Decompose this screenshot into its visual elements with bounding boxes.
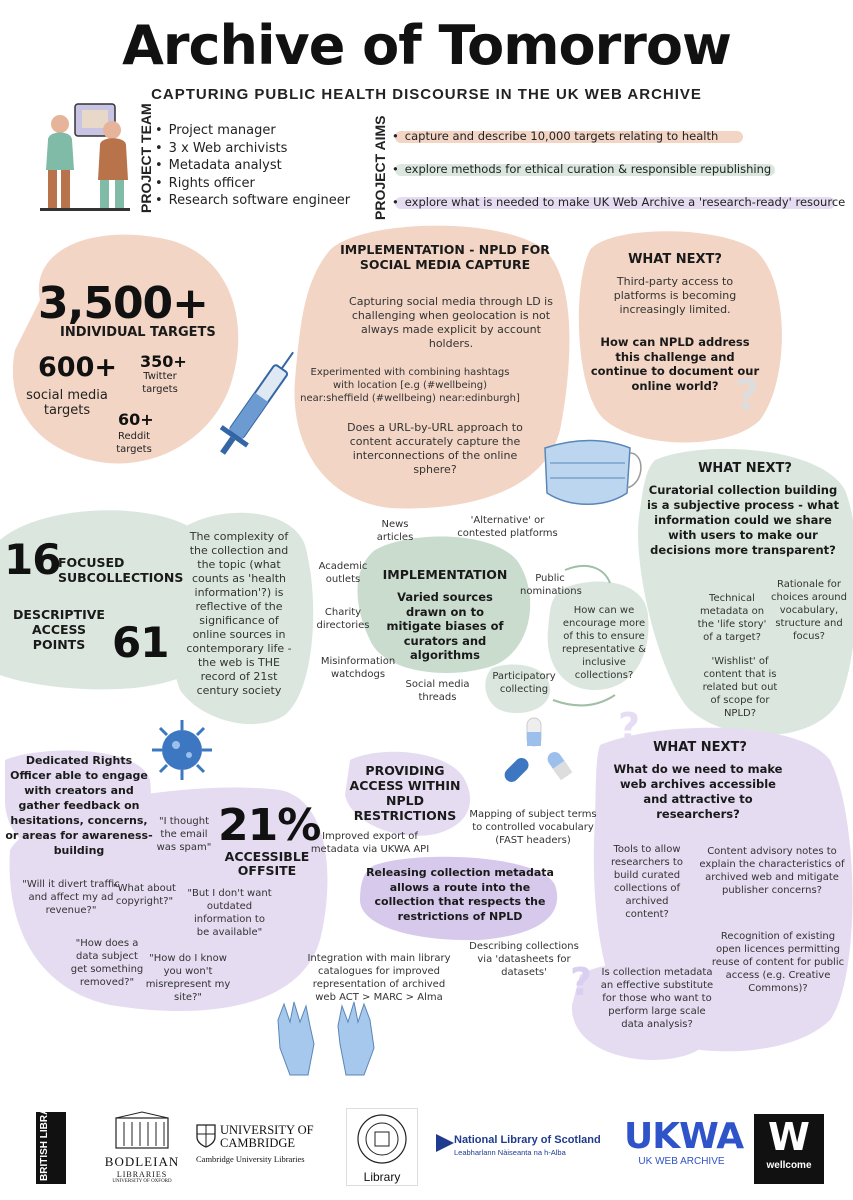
team-item: • Research software engineer (155, 192, 350, 210)
syringe-icon (210, 340, 300, 470)
next3-tools: Tools to allow researchers to build curated collections of archived content? (611, 844, 683, 920)
rights-officer: Dedicated Rights Officer able to engage with creators and gather feedback on hesitations, concerns, or areas for awareness-building (5, 754, 153, 857)
next2-technical: Technical metadata on the 'life story' of a target? (697, 593, 767, 643)
bodleian-text: BODLEIAN (104, 1154, 180, 1169)
aim-item: • capture and describe 10,000 targets relating to health (392, 129, 718, 143)
next3-licences: Recognition of existing open licences permitting reuse of content for public access (e.g. Creative Commons)? (711, 931, 845, 994)
participatory-arrow (553, 695, 615, 705)
next3-advisory: Content advisory notes to explain the characteristics of archived web and mitigate publisher concerns? (699, 846, 845, 896)
team-item: • Rights officer (155, 175, 350, 193)
wellcome-mark: W (768, 1115, 810, 1159)
next2-title: WHAT NEXT? (698, 461, 792, 476)
quote-copyright: "What about copyright?" (113, 883, 176, 907)
source-alternative: 'Alternative' or contested platforms (457, 515, 558, 539)
cambridge-text: UNIVERSITY OF CAMBRIDGE (220, 1123, 314, 1150)
impl-social-p1: Capturing social media through LD is challenging when geolocation is not always made explicit by account holders. (349, 295, 553, 350)
next2-bold: Curatorial collection building is a subjective process - what information could we share with users to make our decisions more transparent? (646, 483, 840, 557)
team-item: • 3 x Web archivists (155, 140, 350, 158)
ukwa-sub: UK WEB ARCHIVE (638, 1156, 725, 1167)
impl-social-p2: Experimented with combining hashtags with location [e.g (#wellbeing) near:sheffield (#wellbeing) near:edinburgh] (300, 367, 520, 404)
targets-total-label: INDIVIDUAL TARGETS (60, 325, 216, 340)
reddit-label: Reddit targets (116, 431, 152, 455)
aims-label: PROJECT AIMS (372, 115, 388, 220)
cambridge-sub: Cambridge University Libraries (196, 1154, 305, 1164)
twitter-label: Twitter targets (142, 371, 178, 395)
impl-sources-title: IMPLEMENTATION (382, 567, 508, 582)
nls-sub: Leabharlann Nàiseanta na h-Alba (454, 1148, 566, 1157)
access-mapping: Mapping of subject terms to controlled vocabulary (FAST headers) (469, 809, 597, 846)
face-mask-icon (525, 428, 645, 518)
access-points-label: DESCRIPTIVE ACCESS POINTS (13, 607, 105, 652)
rights-percent: 21% (218, 800, 321, 851)
wellcome-logo (754, 1114, 824, 1184)
virus-icon (142, 715, 222, 785)
source-social-threads: Social media threads (405, 679, 470, 703)
edinburgh-seal-icon (355, 1112, 409, 1166)
targets-total: 3,500+ (38, 278, 209, 329)
page-subtitle: CAPTURING PUBLIC HEALTH DISCOURSE IN THE UK WEB ARCHIVE (151, 86, 702, 103)
source-news: News articles (376, 519, 414, 543)
ukwa-text: UKWA (624, 1116, 744, 1157)
cambridge-crest-icon (196, 1124, 216, 1148)
subcollections-label: FOCUSED SUBCOLLECTIONS (58, 555, 184, 585)
source-academic: Academic outlets (318, 561, 368, 585)
next1-p2: How can NPLD address this challenge and continue to document our online world? (590, 335, 760, 393)
impl-social-p3: Does a URL-by-URL approach to content accurately capture the interconnections of the online sphere? (347, 421, 523, 476)
access-title: PROVIDING ACCESS WITHIN NPLD RESTRICTIONS (349, 763, 461, 823)
social-label: social media targets (26, 388, 108, 418)
edinburgh-text: Library (363, 1170, 401, 1184)
quote-misrepresent: "How do I know you won't misrepresent my site?" (145, 953, 231, 1003)
nls-mark-icon (436, 1134, 454, 1152)
next2-wishlist: 'Wishlist' of content that is related but out of scope for NPLD? (702, 656, 778, 719)
reddit-num: 60+ (118, 410, 154, 429)
question-icon: ? (735, 370, 760, 419)
wellcome-text: wellcome (766, 1160, 812, 1171)
team-item: • Metadata analyst (155, 157, 350, 175)
quote-spam: "I thought the email was spam" (156, 816, 212, 853)
source-charity: Charity directories (316, 607, 370, 631)
access-export: Improved export of metadata via UKWA API (310, 831, 430, 855)
pills-icon (500, 715, 585, 785)
impl-social-title: IMPLEMENTATION - NPLD FOR SOCIAL MEDIA CAPTURE (340, 242, 550, 272)
question-icon: ? (618, 705, 641, 749)
access-describing: Describing collections via 'datasheets for datasets' (469, 941, 579, 978)
quote-removed: "How does a data subject get something removed?" (70, 938, 144, 988)
subcollections-num: 16 (4, 535, 61, 584)
next1-p1: Third-party access to platforms is becoming increasingly limited. (613, 275, 737, 316)
page-title: Archive of Tomorrow (122, 14, 731, 77)
impl-sources-bold: Varied sources drawn on to mitigate biases of curators and algorithms (386, 590, 504, 662)
complexity-text: The complexity of the collection and the topic (what counts as 'health information'?) is reflective of the significance of online sources in contemporary life - the web is THE record of 21st century society (186, 530, 292, 697)
next1-title: WHAT NEXT? (628, 252, 722, 267)
social-num: 600+ (38, 352, 117, 383)
quote-traffic: "Will it divert traffic and affect my ad revenue?" (22, 879, 120, 916)
source-public: Public nominations (520, 573, 582, 597)
aim-item: • explore what is needed to make UK Web Archive a 'research-ready' resource (392, 195, 845, 209)
british-library-text: BRITISH LIBRARY (39, 1094, 50, 1181)
source-misinfo: Misinformation watchdogs (320, 656, 396, 680)
twitter-num: 350+ (140, 352, 187, 371)
next3-metadata: Is collection metadata an effective substitute for those who want to perform large scale data analysis? (600, 967, 714, 1030)
edinburgh-logo (346, 1108, 418, 1186)
bodleian-small: UNIVERSITY OF OXFORD (112, 1179, 172, 1184)
ukwa-logo (624, 1116, 744, 1167)
next3-bold: What do we need to make web archives accessible and attractive to researchers? (613, 762, 783, 821)
impl-sources-question: How can we encourage more of this to ensure representative & inclusive collections? (562, 605, 646, 681)
source-participatory: Participatory collecting (492, 671, 556, 695)
access-bold: Releasing collection metadata allows a route into the collection that respects the restrictions of NPLD (366, 866, 554, 923)
rights-percent-label: ACCESSIBLE OFFSITE (224, 849, 310, 878)
next3-title: WHAT NEXT? (653, 740, 747, 755)
access-points-num: 61 (112, 618, 169, 667)
bodleian-logo (98, 1110, 186, 1184)
british-library-logo (36, 1094, 66, 1184)
quote-outdated: "But I don't want outdated information to be available" (187, 888, 272, 938)
aim-item: • explore methods for ethical curation & responsible republishing (392, 162, 771, 176)
next2-rationale: Rationale for choices around vocabulary, structure and focus? (771, 579, 847, 642)
team-illustration (30, 100, 140, 218)
nls-text: National Library of Scotland (454, 1134, 601, 1146)
team-list (155, 122, 350, 210)
bodleian-sub: LIBRARIES (116, 1170, 168, 1179)
access-integration: Integration with main library catalogues for improved representation of archived web ACT > MARC > Alma (307, 953, 451, 1003)
question-icon: ? (570, 960, 593, 1004)
bodleian-building-icon (112, 1110, 172, 1150)
gloves-icon (268, 1000, 386, 1080)
team-item: • Project manager (155, 122, 350, 140)
team-label: PROJECT TEAM (138, 103, 154, 213)
